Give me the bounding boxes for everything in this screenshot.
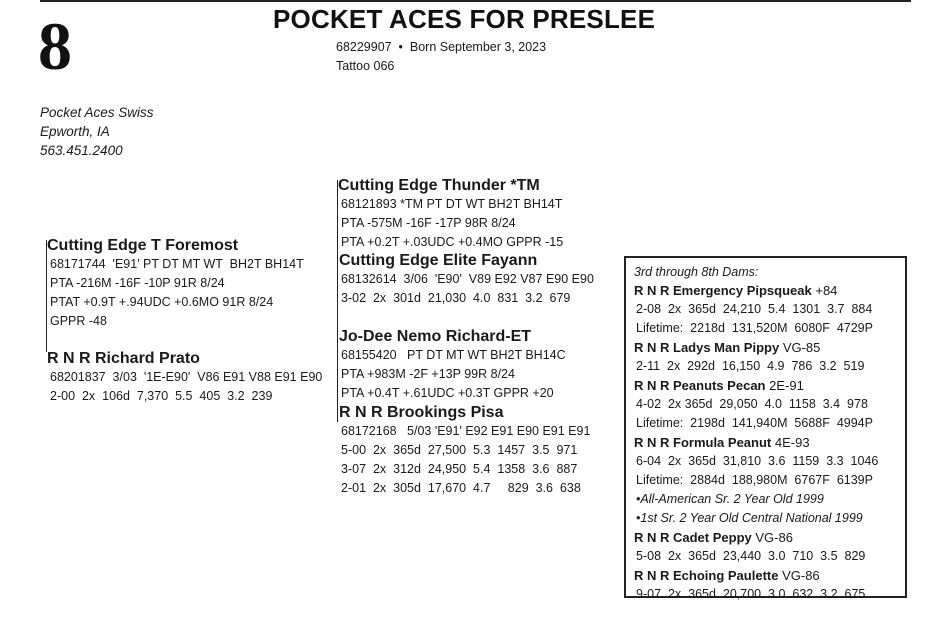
dam-entry-name — [634, 433, 905, 452]
achievement-note: •All-American Sr. 2 Year Old 1999 — [636, 492, 824, 506]
dams-box-header: 3rd through 8th Dams: — [634, 265, 759, 279]
dam-line: 2-00 2x 106d 7,370 5.5 405 3.2 239 — [50, 389, 273, 403]
dam-entry-title: R N R Formula Peanut — [634, 435, 772, 450]
dam-entry-line: 2-11 2x 292d 16,150 4.9 786 3.2 519 — [636, 359, 865, 373]
dam-sire-block — [339, 328, 566, 403]
dam-entry-title: R N R Peanuts Pecan — [634, 378, 766, 393]
dam-block — [47, 350, 322, 406]
dam-entry-score: 2E-91 — [765, 378, 804, 393]
dam-line: 68201837 3/03 '1E-E90' V86 E91 V88 E91 E90 — [50, 370, 323, 384]
sire-name: Cutting Edge T Foremost — [47, 237, 239, 254]
tattoo-line: Tattoo 066 — [336, 59, 395, 73]
dam-entry-title: R N R Ladys Man Pippy — [634, 340, 780, 355]
registration-birth-line: 68229907 • Born September 3, 2023 — [336, 40, 547, 54]
dam-dam-name: R N R Brookings Pisa — [339, 404, 504, 421]
dam-sire-name: Jo-Dee Nemo Richard-ET — [339, 328, 532, 345]
dam-entry-name — [634, 566, 905, 585]
sire-sire-block — [338, 177, 563, 252]
dam-entry-score: 4E-93 — [771, 435, 810, 450]
sire-sire-line: PTA -575M -16F -17P 98R 8/24 — [341, 216, 516, 230]
dam-entry-title: R N R Cadet Peppy — [634, 530, 752, 545]
owner-info — [40, 103, 154, 160]
sire-dam-line: 3-02 2x 301d 21,030 4.0 831 3.2 679 — [341, 291, 571, 305]
dam-dam-line: 2-01 2x 305d 17,670 4.7 829 3.6 638 — [341, 481, 581, 495]
dam-entry-name — [634, 528, 905, 547]
sire-sire-line: 68121893 *TM PT DT WT BH2T BH14T — [341, 197, 563, 211]
dam-entry-name — [634, 338, 905, 357]
sire-dam-name: Cutting Edge Elite Fayann — [339, 252, 538, 269]
owner-location: Epworth, IA — [40, 124, 110, 139]
dam-entry-line: 6-04 2x 365d 31,810 3.6 1159 3.3 1046 — [636, 454, 879, 468]
dam-sire-line: 68155420 PT DT MT WT BH2T BH14C — [341, 348, 566, 362]
sire-block — [47, 237, 304, 331]
owner-phone: 563.451.2400 — [40, 143, 123, 158]
dam-entry-line: 4-02 2x 365d 29,050 4.0 1158 3.4 978 — [636, 397, 868, 411]
top-rule — [40, 0, 911, 2]
dam-dam-line: 5-00 2x 365d 27,500 5.3 1457 3.5 971 — [341, 443, 578, 457]
dam-dam-block — [339, 404, 590, 498]
dam-entry-score: VG-86 — [778, 568, 820, 583]
dam-entry-score: VG-85 — [779, 340, 821, 355]
dam-sire-line: PTA +0.4T +.61UDC +0.3T GPPR +20 — [341, 386, 554, 400]
sire-sire-line: PTA +0.2T +.03UDC +0.4MO GPPR -15 — [341, 235, 564, 249]
dam-dam-line: 68172168 5/03 'E91' E92 E91 E90 E91 E91 — [341, 424, 591, 438]
dam-entry-score: +84 — [811, 283, 838, 298]
dam-entry-line: Lifetime: 2218d 131,520M 6080F 4729P — [636, 321, 873, 335]
sire-line: GPPR -48 — [50, 314, 107, 328]
dam-name: R N R Richard Prato — [47, 350, 200, 367]
extended-dams-box — [624, 256, 907, 601]
dam-entry-line: Lifetime: 2884d 188,980M 6767F 6139P — [636, 473, 873, 487]
sire-line: 68171744 'E91' PT DT MT WT BH2T BH14T — [50, 257, 304, 271]
sire-line: PTA -216M -16F -10P 91R 8/24 — [50, 276, 225, 290]
dam-entry-line: 5-08 2x 365d 23,440 3.0 710 3.5 829 — [636, 549, 866, 563]
owner-name: Pocket Aces Swiss — [40, 105, 154, 120]
dam-entry-score: VG-86 — [751, 530, 793, 545]
achievement-note: •1st Sr. 2 Year Old Central National 1999 — [636, 511, 863, 525]
sire-dam-block — [339, 252, 594, 308]
dam-entry-line: Lifetime: 2198d 141,940M 5688F 4994P — [636, 416, 873, 430]
dam-branch-bar — [337, 336, 338, 422]
dam-entry-title: R N R Echoing Paulette — [634, 568, 779, 583]
dam-entry-title: R N R Emergency Pipsqueak — [634, 283, 812, 298]
lot-number: 8 — [38, 8, 72, 84]
dam-entry-name — [634, 376, 905, 395]
dam-entry-line: 9-07 2x 365d 20,700 3.0 632 3.2 675 — [636, 587, 866, 601]
sire-dam-line: 68132614 3/06 'E90' V89 E92 V87 E90 E90 — [341, 272, 594, 286]
sire-sire-name: Cutting Edge Thunder *TM — [338, 177, 540, 194]
page-title: POCKET ACES FOR PRESLEE — [273, 4, 656, 34]
dam-entry-line: 2-08 2x 365d 24,210 5.4 1301 3.7 884 — [636, 302, 873, 316]
sire-line: PTAT +0.9T +.94UDC +0.6MO 91R 8/24 — [50, 295, 274, 309]
dam-sire-line: PTA +983M -2F +13P 99R 8/24 — [341, 367, 515, 381]
dam-dam-line: 3-07 2x 312d 24,950 5.4 1358 3.6 887 — [341, 462, 578, 476]
dam-entry-name — [634, 281, 905, 300]
